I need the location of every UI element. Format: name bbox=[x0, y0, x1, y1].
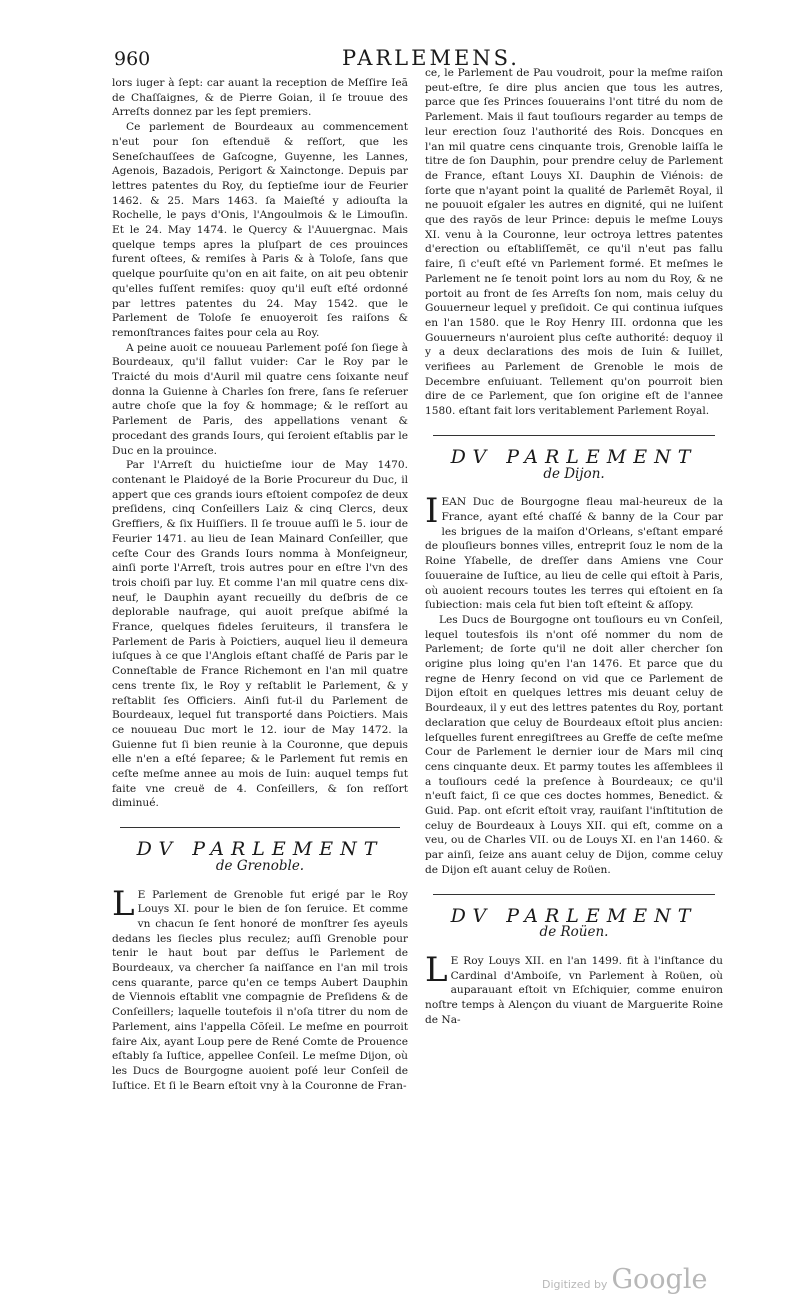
paragraph bbox=[425, 491, 723, 613]
section-title-dijon: DV PARLEMENT bbox=[450, 445, 698, 468]
paragraph bbox=[425, 949, 723, 1028]
digitized-watermark bbox=[542, 1264, 707, 1295]
paragraph-text: E Roy Louys XII. en l'an 1499. fit à l'inſtance du Cardinal d'Amboiſe, vn Parlement à Roüen, où auparauant eſtoit vn Eſchiquier, comme enuiron noſtre temps à Alençon du viuant de Marguerite Roine de Na- bbox=[425, 954, 723, 1026]
paragraph: Par l'Arreſt du huictieſme iour de May 1470. contenant le Plaidoyé de la Borie Procureur du Duc, il appert que ces grands iours eſtoient compoſez de deux preſidens, cinq Conſeillers Laiz & cinq Clercs, deux Greffiers, & ſix Huiſſiers. Il ſe trouue auſſi le 5. iour de Feurier 1471. au lieu de Iean Mainard Conſeiller, que ceſte Cour des Grands Iours nomma à Monſeigneur, ainſi porte l'Arreſt, trois autres pour en eſtre l'vn des trois choiſi par luy. Et comme l'an mil quatre cens dix-neuf, le Dauphin ayant recueilly du deſbris de ce deplorable naufrage, qui auoit preſque abiſmé la France, quelques fideles ſeruiteurs, il transfera le Parlement de Paris à Poictiers, auquel lieu il demeura iuſques à ce que l'Anglois eſtant chaſſé de Paris par le Conneſtable de France Richemont en l'an mil quatre cens trente ſix, le Roy y reſtablit le Parlement, & y reſtablit ſes Officiers. Ainſi fut-il du Parlement de Bourdeaux, lequel fut transporté dans Poictiers. Mais ce nouueau Duc mort le 12. iour de May 1472. la Guienne fut ſi bien reunie à la Couronne, que depuis elle n'en a eſté ſeparee; & le Parlement fut remis en ceſte meſme annee au mois de Iuin: auquel temps fut faite vne creuë de 4. Conſeillers, & ſon reſſort diminué. bbox=[112, 459, 408, 810]
running-head-title: PARLEMENS. bbox=[342, 46, 520, 70]
section-subtitle-grenoble: de Grenoble. bbox=[215, 857, 305, 874]
watermark-prefix: Digitized by bbox=[542, 1278, 608, 1291]
paragraph bbox=[112, 883, 408, 1094]
paragraph-text: EAN Duc de Bourgogne fleau mal-heureux de la France, ayant eſté chaſſé & banny de la Cour par les brigues de la maiſon d'Orleans, s'eſtant emparé de plouſieurs bonnes villes, entreprit ſouz le nom de la Roine Yſabelle, de dreſſer dans Amiens vne Cour ſouueraine de Iuſtice, au lieu de celle qui eſtoit à Paris, où auoient recours toutes les terres qui eſtoient en ſa ſubiection: mais cela fut bien toſt eſteint & aſſopy. bbox=[425, 496, 723, 612]
section-title-rouen: DV PARLEMENT bbox=[450, 904, 698, 927]
paragraph-text: E Parlement de Grenoble fut erigé par le Roy Louys XI. pour le bien de ſon ſeruice. Et comme vn chacun ſe ſent honoré de monſtrer ſes ayeuls dedans les ſiecles plus reculez; auſſi Grenoble pour tenir le haut bout par deſſus le Parlement de Bourdeaux, va chercher ſa naiſſance en l'an mil trois cens quarante, parce qu'en ce temps Aubert Dauphin de Viennois eſtablit vne compagnie de Preſidens & de Conſeillers; laquelle toutefois il n'oſa titrer du nom de Parlement, ains l'appella Cõſeil. Le meſme en pourroit faire Aix, ayant Loup pere de René Comte de Prouence eſtably ſa Iuſtice, appellee Conſeil. Le meſme Dijon, où les Ducs de Bourgogne auoient poſé leur Conſeil de Iuſtice. Et ſi le Bearn eſtoit vny à la Couronne de Fran- bbox=[112, 888, 408, 1092]
drop-cap: L bbox=[112, 883, 135, 924]
section-divider bbox=[433, 435, 715, 436]
section-subtitle-dijon: de Dijon. bbox=[543, 465, 605, 482]
google-logo: Google bbox=[611, 1264, 708, 1295]
section-title-grenoble: DV PARLEMENT bbox=[136, 838, 384, 861]
paragraph: ce, le Parlement de Pau voudroit, pour la meſme raiſon peut-eſtre, ſe dire plus ancien que tous les autres, parce que ſes Princes ſouuerains l'ont titré du nom de Parlement. Mais il faut touſiours regarder au temps de leur erection ſouz l'authorité des Rois. Doncques en l'an mil quatre cens cinquante trois, Grenoble laiſſa le titre de ſon Dauphin, pour prendre celuy de Parlement de France, eſtant Louys XI. Dauphin de Viénois: de ſorte que n'ayant point la qualité de Parlemẽt Royal, il ne pouuoit eſgaler les autres en dignité, qui ne luiſent que des rayõs de leur Prince: depuis le meſme Louys XI. venu à la Couronne, leur octroya lettres patentes d'erection ou eſtabliſſemẽt, ce qu'il n'eut pas fallu faire, ſi c'euſt eſté vn Parlement formé. Et meſmes le Parlement ne ſe tenoit point lors au nom du Roy, & ne portoit au front de ſes Arreſts ſon nom, mais celuy du Gouuerneur lequel y preſidoit. Ce qui continua iuſques en l'an 1580. que le Roy Henry III. ordonna que les Gouuerneurs n'auroient plus ceſte authorité: dequoy il y a deux declarations des mois de Iuin & Iuillet, verifiees au Parlement de Grenoble le mois de Decembre enſuiuant. Tellement qu'on pourroit bien dire de ce Parlement, que ſon origine eſt de l'annee 1580. eſtant fait lors veritablement Parlement Royal. bbox=[425, 67, 723, 418]
section-subtitle-rouen: de Roüen. bbox=[539, 924, 609, 941]
paragraph: Ce parlement de Bourdeaux au commencement n'eut pour ſon eſtenduë & reſſort, que les Seneſchauſſees de Gaſcogne, Guyenne, les Lannes, Agenois, Bazadois, Perigort & Xainctonge. Depuis par lettres patentes du Roy, du ſeptieſme iour de Feurier 1462. & 25. Mars 1463. ſa Maieſté y adiouſta la Rochelle, le pays d'Onis, l'Angoulmois & le Limouſin. Et le 24. May 1474. le Quercy & l'Auuergnac. Mais quelque temps apres la pluſpart de ces prouinces furent oſtees, & remiſes à Paris & à Toloſe, ſans que quelque pourſuite qu'on en ait faite, on ait peu obtenir qu'elles fuſſent remiſes: quoy qu'il euſt eſté ordonné par lettres patentes du 24. May 1542. que le Parlement de Toloſe ſe enuoyeroit ſes raiſons & remonſtrances faites pour cela au Roy. bbox=[112, 121, 408, 339]
page-number: 960 bbox=[114, 48, 151, 70]
section-divider bbox=[433, 894, 715, 895]
section-divider bbox=[120, 827, 400, 828]
paragraph: A peine auoit ce nouueau Parlement poſé ſon ſiege à Bourdeaux, qu'il fallut vuider: Car le Roy par le Traicté du mois d'Auril mil quatre cens ſoixante neuf donna la Guienne à Charles ſon frere, ſans ſe reſeruer autre choſe que la foy & hommage; & le reſſort au Parlement de Paris, des appellations venant & procedant des grands Iours, qui ſeroient eſtablis par le Duc en la prouince. bbox=[112, 341, 408, 457]
right-column bbox=[425, 66, 723, 1027]
drop-cap: I bbox=[425, 491, 439, 532]
drop-cap: L bbox=[425, 949, 448, 990]
left-column bbox=[112, 76, 408, 1093]
paragraph: Les Ducs de Bourgogne ont touſiours eu vn Conſeil, lequel toutesfois ils n'ont oſé nommer du nom de Parlement; de ſorte qu'il ne doit aller chercher ſon origine plus loing qu'en l'an 1476. Et parce que du regne de Henry ſecond on vid que ce Parlement de Dijon eſtoit en quelques lettres mis deuant celuy de Bourdeaux, il y eut des lettres patentes du Roy, portant declaration que celuy de Bourdeaux eſtoit plus ancien: leſquelles furent enregiſtrees au Greffe de ceſte meſme Cour de Parlement le dernier iour de Mars mil cinq cens cinquante deux. Et parmy toutes les aſſemblees il a touſiours cedé la preſence à Bourdeaux; ce qu'il n'euſt faict, ſi ce que ces doctes hommes, Benedict. & Guid. Pap. ont eſcrit eſtoit vray, rauiſant l'inſtitution de celuy de Bourdeaux à Louys XII. qui eſt, comme on a veu, ou de Charles VII. ou de Louys XI. en l'an 1460. & par ainſi, ſeize ans auant celuy de Dijon, comme celuy de Dijon eſt auant celuy de Roüen. bbox=[425, 613, 723, 876]
paragraph: lors iuger à ſept: car auant la reception de Meſſire Ieã de Chaſſaignes, & de Pierre Goian, il ſe trouue des Arreſts donnez par les ſept premiers. bbox=[112, 77, 408, 119]
